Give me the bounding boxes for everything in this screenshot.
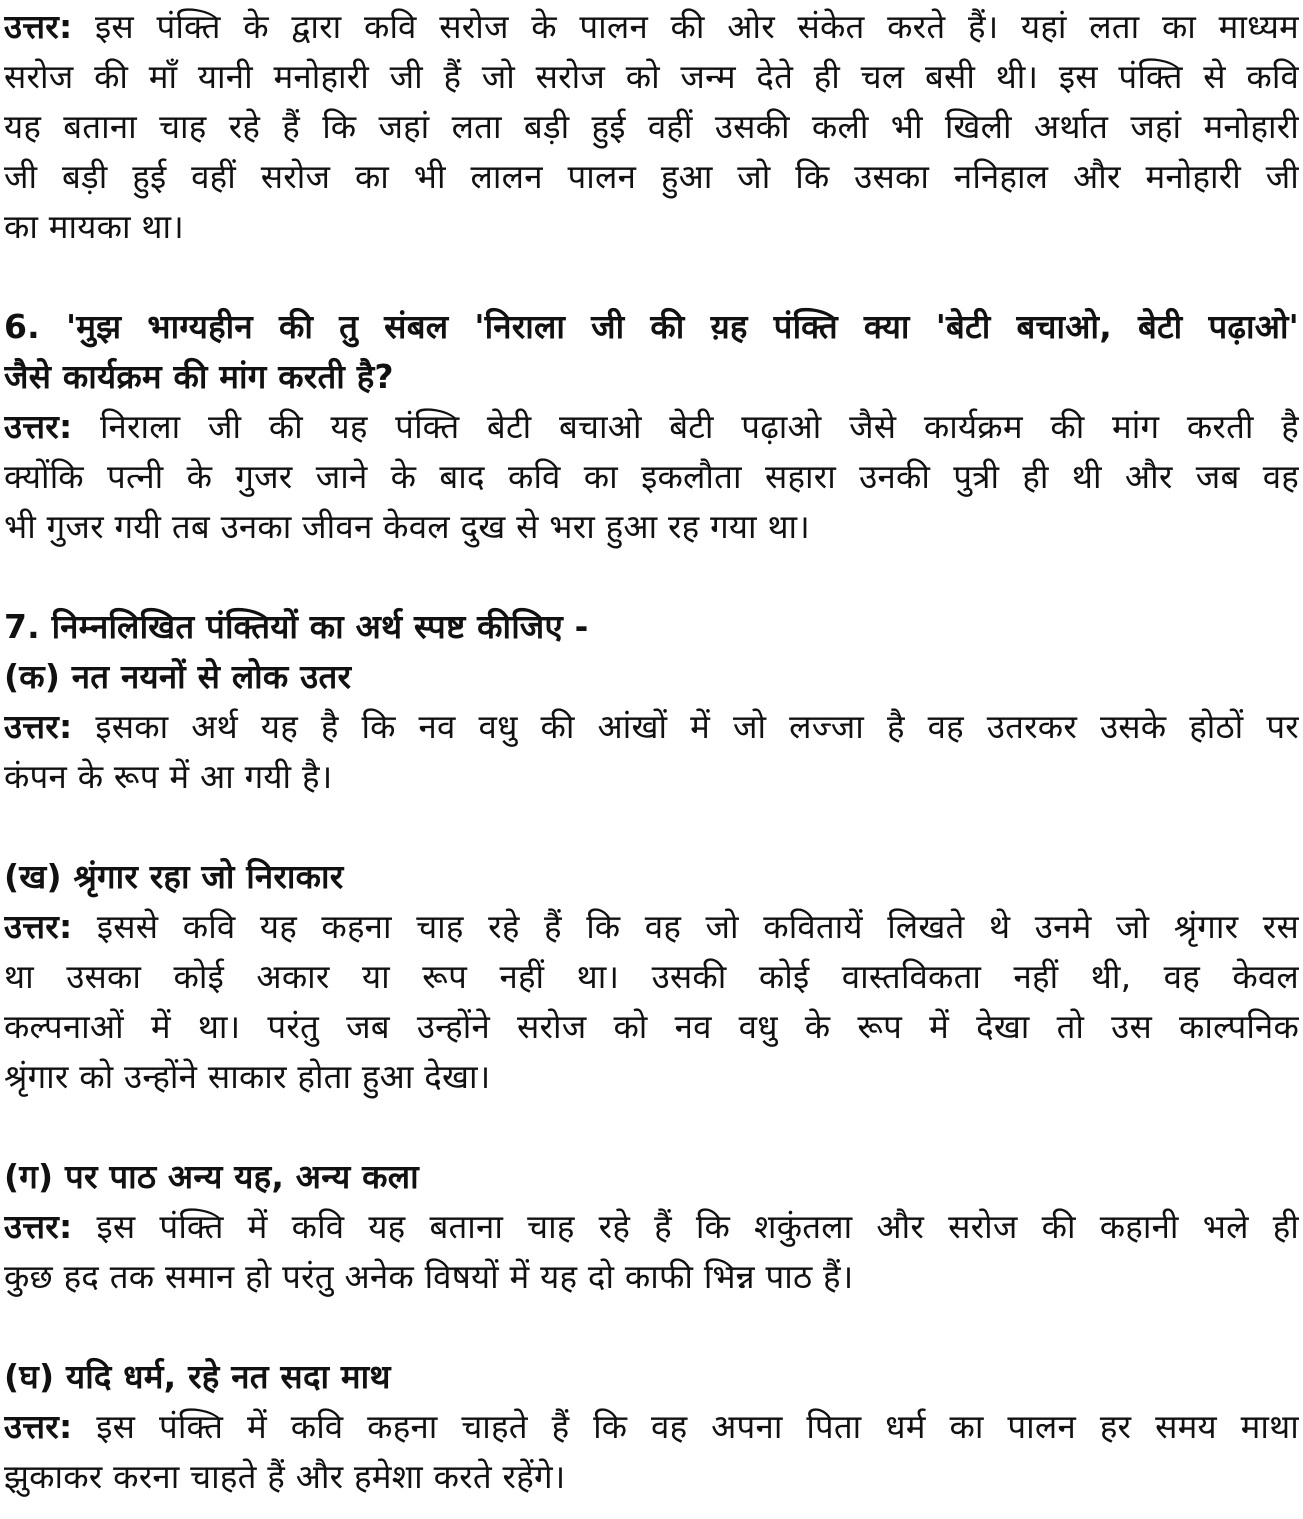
subquestion-ka-heading: (क) नत नयनों से लोक उतर <box>4 657 352 696</box>
answer-line <box>4 402 1299 452</box>
answer-line <box>4 1202 1299 1252</box>
answer-line: जी बड़ी हुई वहीं सरोज का भी लालन पालन हुआ जो कि उसका ननिहाल और मनोहारी जी <box>4 157 1299 196</box>
question-6-line: जैसे कार्यक्रम की मांग करती है? <box>4 357 394 396</box>
spacer <box>4 1102 1299 1152</box>
answer-label: उत्तर: <box>4 1207 73 1246</box>
spacer <box>4 1302 1299 1352</box>
answer-line <box>4 2 1299 52</box>
answer-line: झुकाकर करना चाहते हैं और हमेशा करते रहेंगे। <box>4 1457 566 1496</box>
spacer <box>4 552 1299 602</box>
question-6-line: 6. 'मुझ भाग्यहीन की तु संबल 'निराला जी की य़ह पंक्ति क्या 'बेटी बचाओ, बेटी पढ़ाओ' <box>4 307 1299 346</box>
answer-line: कंपन के रूप में आ गयी है। <box>4 757 333 796</box>
answer-line: का मायका था। <box>4 207 184 246</box>
question-7-title: 7. निम्नलिखित पंक्तियों का अर्थ स्पष्ट कीजिए - <box>4 607 589 646</box>
answer-line: था उसका कोई अकार या रूप नहीं था। उसकी कोई वास्तविकता नहीं थी, वह केवल <box>4 957 1299 996</box>
answer-label: उत्तर: <box>4 1407 73 1446</box>
answer-line <box>4 1402 1299 1452</box>
answer-line <box>4 702 1299 752</box>
subquestion-kha-heading: (ख) श्रृंगार रहा जो निराकार <box>4 857 344 896</box>
answer-line: श्रृंगार को उन्होंने साकार होता हुआ देखा। <box>4 1057 491 1096</box>
answer-label: उत्तर: <box>4 407 73 446</box>
answer-label: उत्तर: <box>4 907 73 946</box>
answer-line: कुछ हद तक समान हो परंतु अनेक विषयों में यह दो काफी भिन्न पाठ हैं। <box>4 1257 854 1296</box>
answer-line: सरोज की माँ यानी मनोहारी जी हैं जो सरोज को जन्म देते ही चल बसी थी। इस पंक्ति से कवि <box>4 57 1299 96</box>
answer-text: निराला जी की यह पंक्ति बेटी बचाओ बेटी पढ़ाओ जैसे कार्यक्रम की मांग करती है <box>72 407 1299 446</box>
answer-line: यह बताना चाह रहे हैं कि जहां लता बड़ी हुई वहीं उसकी कली भी खिली अर्थात जहां मनोहारी <box>4 107 1299 146</box>
subquestion-ga-heading: (ग) पर पाठ अन्य यह, अन्य कला <box>4 1157 419 1196</box>
answer-label: उत्तर: <box>4 707 73 746</box>
answer-label: उत्तर: <box>4 7 73 46</box>
answer-line: क्योंकि पत्नी के गुजर जाने के बाद कवि का इकलौता सहारा उनकी पुत्री ही थी और जब वह <box>4 457 1299 496</box>
answer-text: इसका अर्थ यह है कि नव वधु की आंखों में जो लज्जा है वह उतरकर उसके होठों पर <box>72 707 1299 746</box>
answer-text: इस पंक्ति में कवि कहना चाहते हैं कि वह अपना पिता धर्म का पालन हर समय माथा <box>72 1407 1299 1446</box>
subquestion-gha-heading: (घ) यदि धर्म, रहे नत सदा माथ <box>4 1357 391 1396</box>
spacer <box>4 252 1299 302</box>
answer-line: भी गुजर गयी तब उनका जीवन केवल दुख से भरा हुआ रह गया था। <box>4 507 810 546</box>
answer-text: इस पंक्ति में कवि यह बताना चाह रहे हैं कि शकुंतला और सरोज की कहानी भले ही <box>72 1207 1299 1246</box>
answer-line <box>4 902 1299 952</box>
spacer <box>4 802 1299 852</box>
answer-text: इससे कवि यह कहना चाह रहे हैं कि वह जो कवितायें लिखते थे उनमे जो श्रृंगार रस <box>72 907 1299 946</box>
answer-text: इस पंक्ति के द्वारा कवि सरोज के पालन की ओर संकेत करते हैं। यहां लता का माध्यम <box>72 7 1299 46</box>
answer-line: कल्पनाओं में था। परंतु जब उन्होंने सरोज को नव वधु के रूप में देखा तो उस काल्पनिक <box>4 1007 1299 1046</box>
